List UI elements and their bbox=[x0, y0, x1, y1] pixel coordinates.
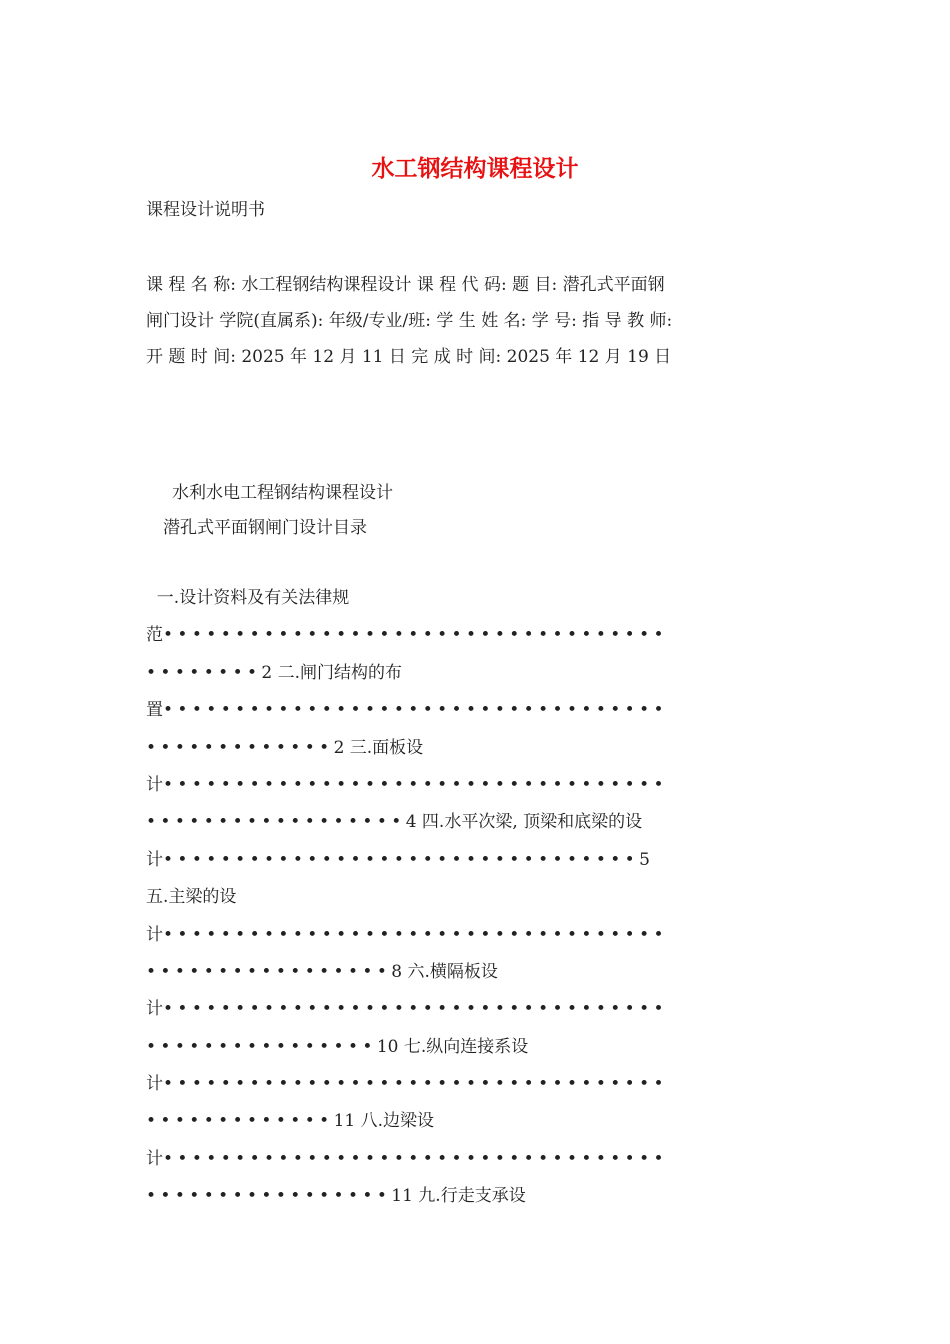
toc-dots: ••••••••••••• bbox=[146, 1111, 334, 1132]
toc-dots: •••••••••••••••• bbox=[146, 1036, 377, 1057]
toc-line bbox=[146, 730, 806, 767]
toc-line bbox=[146, 1141, 806, 1178]
toc-line bbox=[146, 842, 806, 879]
toc-dots: ••••••••••••••••• bbox=[146, 961, 392, 982]
course-info-block bbox=[146, 267, 806, 375]
toc-post: 11 九.行走支承设 bbox=[391, 1186, 526, 1207]
toc-line bbox=[146, 617, 806, 654]
toc-line bbox=[146, 580, 806, 617]
toc-dots: ••••••••••••• bbox=[146, 737, 334, 758]
toc-pre: 计 bbox=[146, 774, 163, 795]
toc-pre: 五.主梁的设 bbox=[146, 887, 237, 908]
toc-pre: 计 bbox=[146, 924, 163, 945]
toc-dots: •••••••• bbox=[146, 662, 262, 683]
toc-pre: 计 bbox=[146, 1148, 163, 1169]
table-of-contents bbox=[146, 580, 806, 1216]
document-subtitle: 课程设计说明书 bbox=[146, 200, 265, 220]
course-info-line-2: 闸门设计 学院(直属系): 年级/专业/班: 学 生 姓 名: 学 号: 指 导 教 师: bbox=[146, 311, 673, 331]
toc-dots: ••••••••••••••••••••••••••••••••••• bbox=[163, 999, 668, 1020]
toc-line bbox=[146, 1178, 806, 1215]
toc-pre: 置 bbox=[146, 700, 163, 721]
toc-dots: ••••••••••••••••••••••••••••••••••• bbox=[163, 924, 668, 945]
toc-pre: 计 bbox=[146, 1074, 163, 1095]
course-info-line-3: 开 题 时 间: 2025 年 12 月 11 日 完 成 时 间: 2025 年 12 月 19 日 bbox=[146, 347, 672, 367]
toc-pre: 计 bbox=[146, 999, 163, 1020]
toc-dots: ••••••••••••••••••••••••••••••••••• bbox=[163, 700, 668, 721]
toc-line bbox=[146, 804, 806, 841]
toc-dots: ••••••••••••••••• bbox=[146, 1186, 392, 1207]
toc-pre: 范 bbox=[146, 625, 163, 646]
toc-post: 8 六.横隔板设 bbox=[391, 961, 498, 982]
toc-line bbox=[146, 954, 806, 991]
section-heading-toc: 潜孔式平面钢闸门设计目录 bbox=[163, 518, 367, 538]
toc-dots: ••••••••••••••••••••••••••••••••••• bbox=[163, 774, 668, 795]
toc-post: 5 bbox=[639, 849, 650, 870]
toc-dots: ••••••••••••••••••••••••••••••••••• bbox=[163, 1074, 668, 1095]
toc-line bbox=[146, 991, 806, 1028]
toc-line bbox=[146, 1066, 806, 1103]
toc-dots: ••••••••••••••••••••••••••••••••••• bbox=[163, 1148, 668, 1169]
toc-post: 11 八.边梁设 bbox=[333, 1111, 435, 1132]
toc-post: 10 七.纵向连接系设 bbox=[376, 1036, 529, 1057]
toc-post: 4 四.水平次梁, 顶梁和底梁的设 bbox=[405, 812, 643, 833]
toc-line bbox=[146, 917, 806, 954]
toc-line bbox=[146, 1029, 806, 1066]
section-heading-main: 水利水电工程钢结构课程设计 bbox=[172, 483, 393, 503]
toc-line bbox=[146, 879, 806, 916]
toc-line bbox=[146, 767, 806, 804]
toc-dots: ••••••••••••••••••••••••••••••••••• bbox=[163, 625, 668, 646]
toc-post: 2 三.面板设 bbox=[333, 737, 424, 758]
toc-dots: ••••••••••••••••••••••••••••••••• bbox=[163, 849, 640, 870]
course-info-line-1: 课 程 名 称: 水工程钢结构课程设计 课 程 代 码: 题 目: 潜孔式平面钢 bbox=[146, 275, 665, 295]
document-title: 水工钢结构课程设计 bbox=[371, 155, 579, 182]
toc-post: 2 二.闸门结构的布 bbox=[261, 662, 403, 683]
toc-dots: •••••••••••••••••• bbox=[146, 812, 406, 833]
toc-line bbox=[146, 692, 806, 729]
toc-pre: 计 bbox=[146, 849, 163, 870]
toc-line bbox=[146, 655, 806, 692]
toc-pre: 一.设计资料及有关法律规 bbox=[146, 588, 350, 608]
toc-line bbox=[146, 1103, 806, 1140]
